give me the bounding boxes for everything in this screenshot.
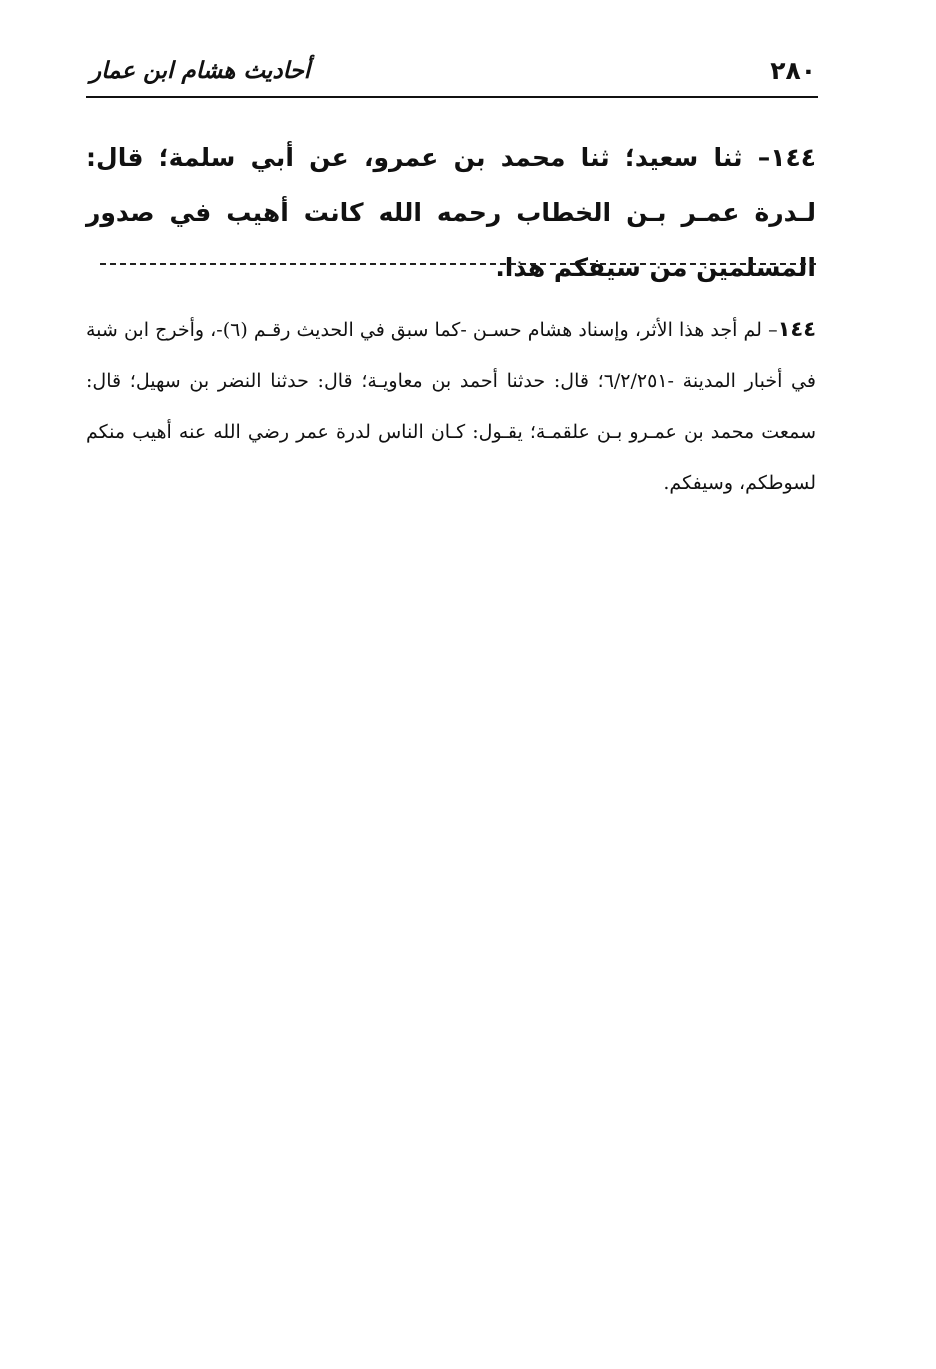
page-number: ٢٨٠ (770, 56, 816, 85)
hadith-body: ثنا سعيد؛ ثنا محمد بن عمرو، عن أبي سلمة؛ قال: لـدرة عمـر بـن الخطاب رحمه الله كانت أهيب في صدور المسلمين من سيفكم هذا. (86, 143, 816, 282)
hadith-number: ١٤٤ (770, 143, 816, 172)
footnote-block (86, 304, 816, 509)
footnote-body: لم أجد هذا الأثر، وإسناد هشام حسـن -كما سبق في الحديث رقـم (٦)-، وأخرج ابن شبة في أخبار المدينة -٦/٢/٢٥١؛ قال: حدثنا أحمد بن معاويـة؛ قال: حدثنا النضر بن سهيل؛ قال: سمعت محمد بن عمـرو بـن علقمـة؛ يقـول: كـان الناس لدرة عمر رضي الله عنه أهيب منكم لسوطكم، وسيفكم. (86, 319, 816, 494)
footnote-separator (100, 263, 816, 265)
page-header (86, 52, 818, 98)
hadith-text-block (86, 130, 816, 295)
hadith-dash: – (757, 143, 771, 172)
footnote-dash: – (768, 319, 778, 341)
footnote-number: ١٤٤ (777, 317, 817, 341)
book-title: أحاديث هشام ابن عمار (90, 58, 311, 84)
